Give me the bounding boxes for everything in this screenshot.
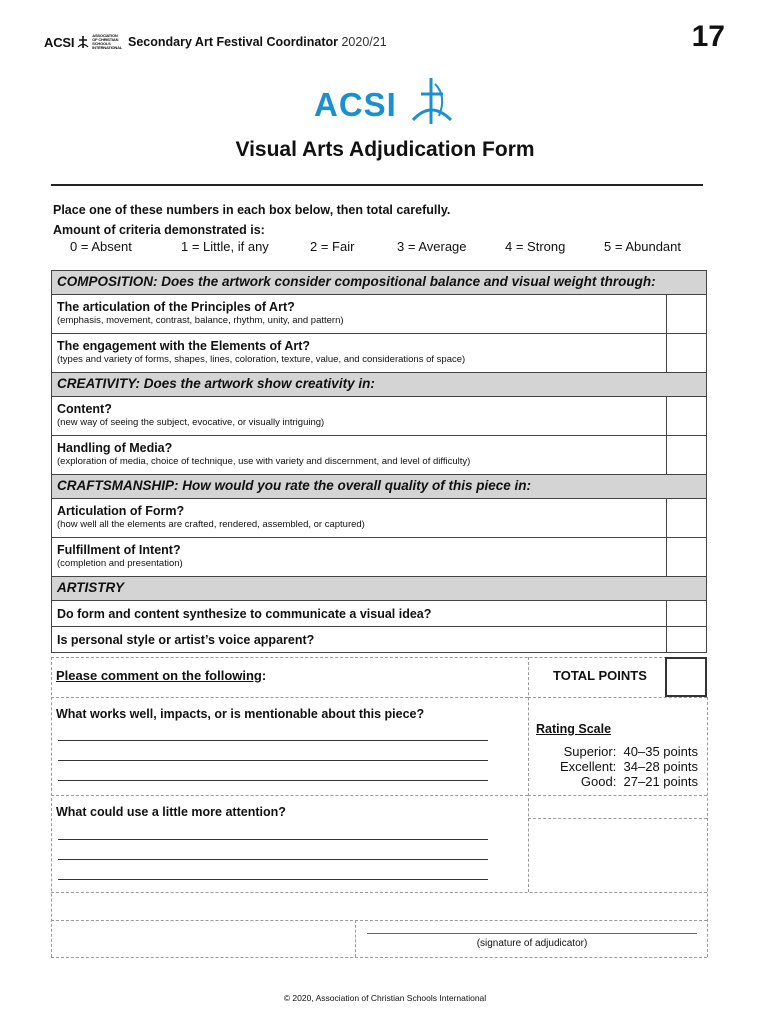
total-points-box[interactable] (665, 657, 707, 697)
criteria-row (52, 538, 706, 577)
header-logo-small-text: ASSOCIATION OF CHRISTIAN SCHOOLS INTERNATIONAL (92, 33, 123, 50)
scale-item-4: 4 = Strong (505, 239, 566, 254)
score-box[interactable] (666, 334, 706, 372)
page-number: 17 (691, 20, 725, 53)
comment-line[interactable] (58, 740, 488, 741)
scale-item-5: 5 = Abundant (604, 239, 681, 254)
dotted-divider (528, 697, 707, 698)
comment-line[interactable] (58, 839, 488, 840)
form-title: Visual Arts Adjudication Form (235, 138, 535, 161)
score-box[interactable] (666, 397, 706, 435)
criteria-title: Articulation of Form? (57, 504, 185, 518)
dotted-divider (51, 657, 52, 957)
comment-heading-text: Please comment on the following (56, 668, 262, 683)
dotted-divider (51, 957, 707, 958)
signature-line[interactable] (367, 933, 697, 934)
score-box[interactable] (666, 295, 706, 333)
dotted-divider (528, 818, 707, 819)
scale-item-2: 2 = Fair (310, 239, 355, 254)
criteria-title: Handling of Media? (57, 441, 173, 455)
criteria-description: (new way of seeing the subject, evocative, or visually intriguing) (57, 417, 325, 428)
criteria-row (52, 334, 706, 373)
header-title-text: Secondary Art Festival Coordinator (128, 35, 338, 49)
criteria-description: (emphasis, movement, contrast, balance, rhythm, unity, and pattern) (57, 315, 344, 326)
dotted-divider (355, 920, 356, 957)
section-heading-artistry: ARTISTRY (52, 577, 706, 601)
footer-copyright: © 2020, Association of Christian Schools International (283, 993, 487, 1003)
title-divider (51, 184, 703, 186)
header-title (128, 35, 387, 49)
header-logo (44, 33, 123, 50)
criteria-row (52, 499, 706, 538)
dotted-divider (51, 920, 707, 921)
instruction-line-2: Amount of criteria demonstrated is: (53, 223, 265, 237)
criteria-description: (completion and presentation) (57, 558, 183, 569)
dotted-divider (707, 697, 708, 957)
rating-row (564, 744, 698, 759)
criteria-description: (types and variety of forms, shapes, lines, coloration, texture, value, and considerations of space) (57, 354, 466, 365)
signature-label: (signature of adjudicator) (476, 938, 588, 949)
rating-range: 40–35 points (623, 744, 698, 759)
score-box[interactable] (666, 627, 706, 652)
comment-line[interactable] (58, 879, 488, 880)
dotted-divider (51, 795, 528, 796)
comment-line[interactable] (58, 760, 488, 761)
comment-question-2: What could use a little more attention? (56, 805, 286, 819)
cross-emblem-icon (77, 36, 89, 48)
dotted-divider (528, 795, 707, 796)
section-heading-composition: COMPOSITION: Does the artwork consider compositional balance and visual weight through: (52, 271, 706, 295)
score-box[interactable] (666, 499, 706, 537)
score-box[interactable] (666, 538, 706, 576)
dotted-divider (51, 697, 528, 698)
criteria-title: Is personal style or artist’s voice apparent? (57, 633, 315, 647)
criteria-title: The articulation of the Principles of Art? (57, 300, 295, 314)
cross-flame-icon (409, 76, 457, 126)
total-points-label: TOTAL POINTS (553, 668, 647, 683)
section-heading-craftsmanship: CRAFTSMANSHIP: How would you rate the overall quality of this piece in: (52, 475, 706, 499)
comment-heading (56, 668, 266, 683)
scale-item-0: 0 = Absent (70, 239, 132, 254)
comment-question-1: What works well, impacts, or is mentionable about this piece? (56, 707, 425, 721)
rating-label: Good: (580, 774, 617, 789)
header-logo-text: ACSI (44, 34, 75, 50)
instruction-line-1: Place one of these numbers in each box below, then total carefully. (53, 203, 451, 217)
criteria-description: (exploration of media, choice of technique, use with variety and discernment, and level of difficulty) (57, 456, 471, 467)
criteria-row (52, 627, 706, 653)
criteria-row (52, 295, 706, 334)
header-year: 2020/21 (341, 35, 387, 49)
rating-label: Superior: (563, 744, 617, 759)
score-box[interactable] (666, 436, 706, 474)
criteria-row (52, 601, 706, 627)
criteria-row (52, 436, 706, 475)
comment-heading-colon: : (261, 668, 267, 683)
rating-range: 27–21 points (623, 774, 698, 789)
acsi-logo (314, 76, 454, 126)
score-box[interactable] (666, 601, 706, 626)
rating-scale-title: Rating Scale (536, 722, 612, 736)
rating-label: Excellent: (559, 759, 617, 774)
criteria-row (52, 397, 706, 436)
comment-line[interactable] (58, 780, 488, 781)
rating-row (560, 759, 698, 774)
criteria-table (51, 270, 707, 653)
dotted-divider (51, 657, 707, 658)
criteria-description: (how well all the elements are crafted, rendered, assembled, or captured) (57, 519, 365, 530)
criteria-title: Fulfillment of Intent? (57, 543, 181, 557)
criteria-title: Content? (57, 402, 112, 416)
criteria-title: Do form and content synthesize to communicate a visual idea? (57, 607, 432, 621)
comment-line[interactable] (58, 859, 488, 860)
scale-item-3: 3 = Average (397, 239, 467, 254)
section-heading-creativity: CREATIVITY: Does the artwork show creativity in: (52, 373, 706, 397)
dotted-divider (51, 892, 707, 893)
scale-item-1: 1 = Little, if any (181, 239, 269, 254)
acsi-logo-word: ACSI (314, 86, 397, 123)
criteria-title: The engagement with the Elements of Art? (57, 339, 311, 353)
dotted-divider (528, 657, 529, 892)
rating-range: 34–28 points (623, 759, 698, 774)
rating-row (581, 774, 698, 789)
